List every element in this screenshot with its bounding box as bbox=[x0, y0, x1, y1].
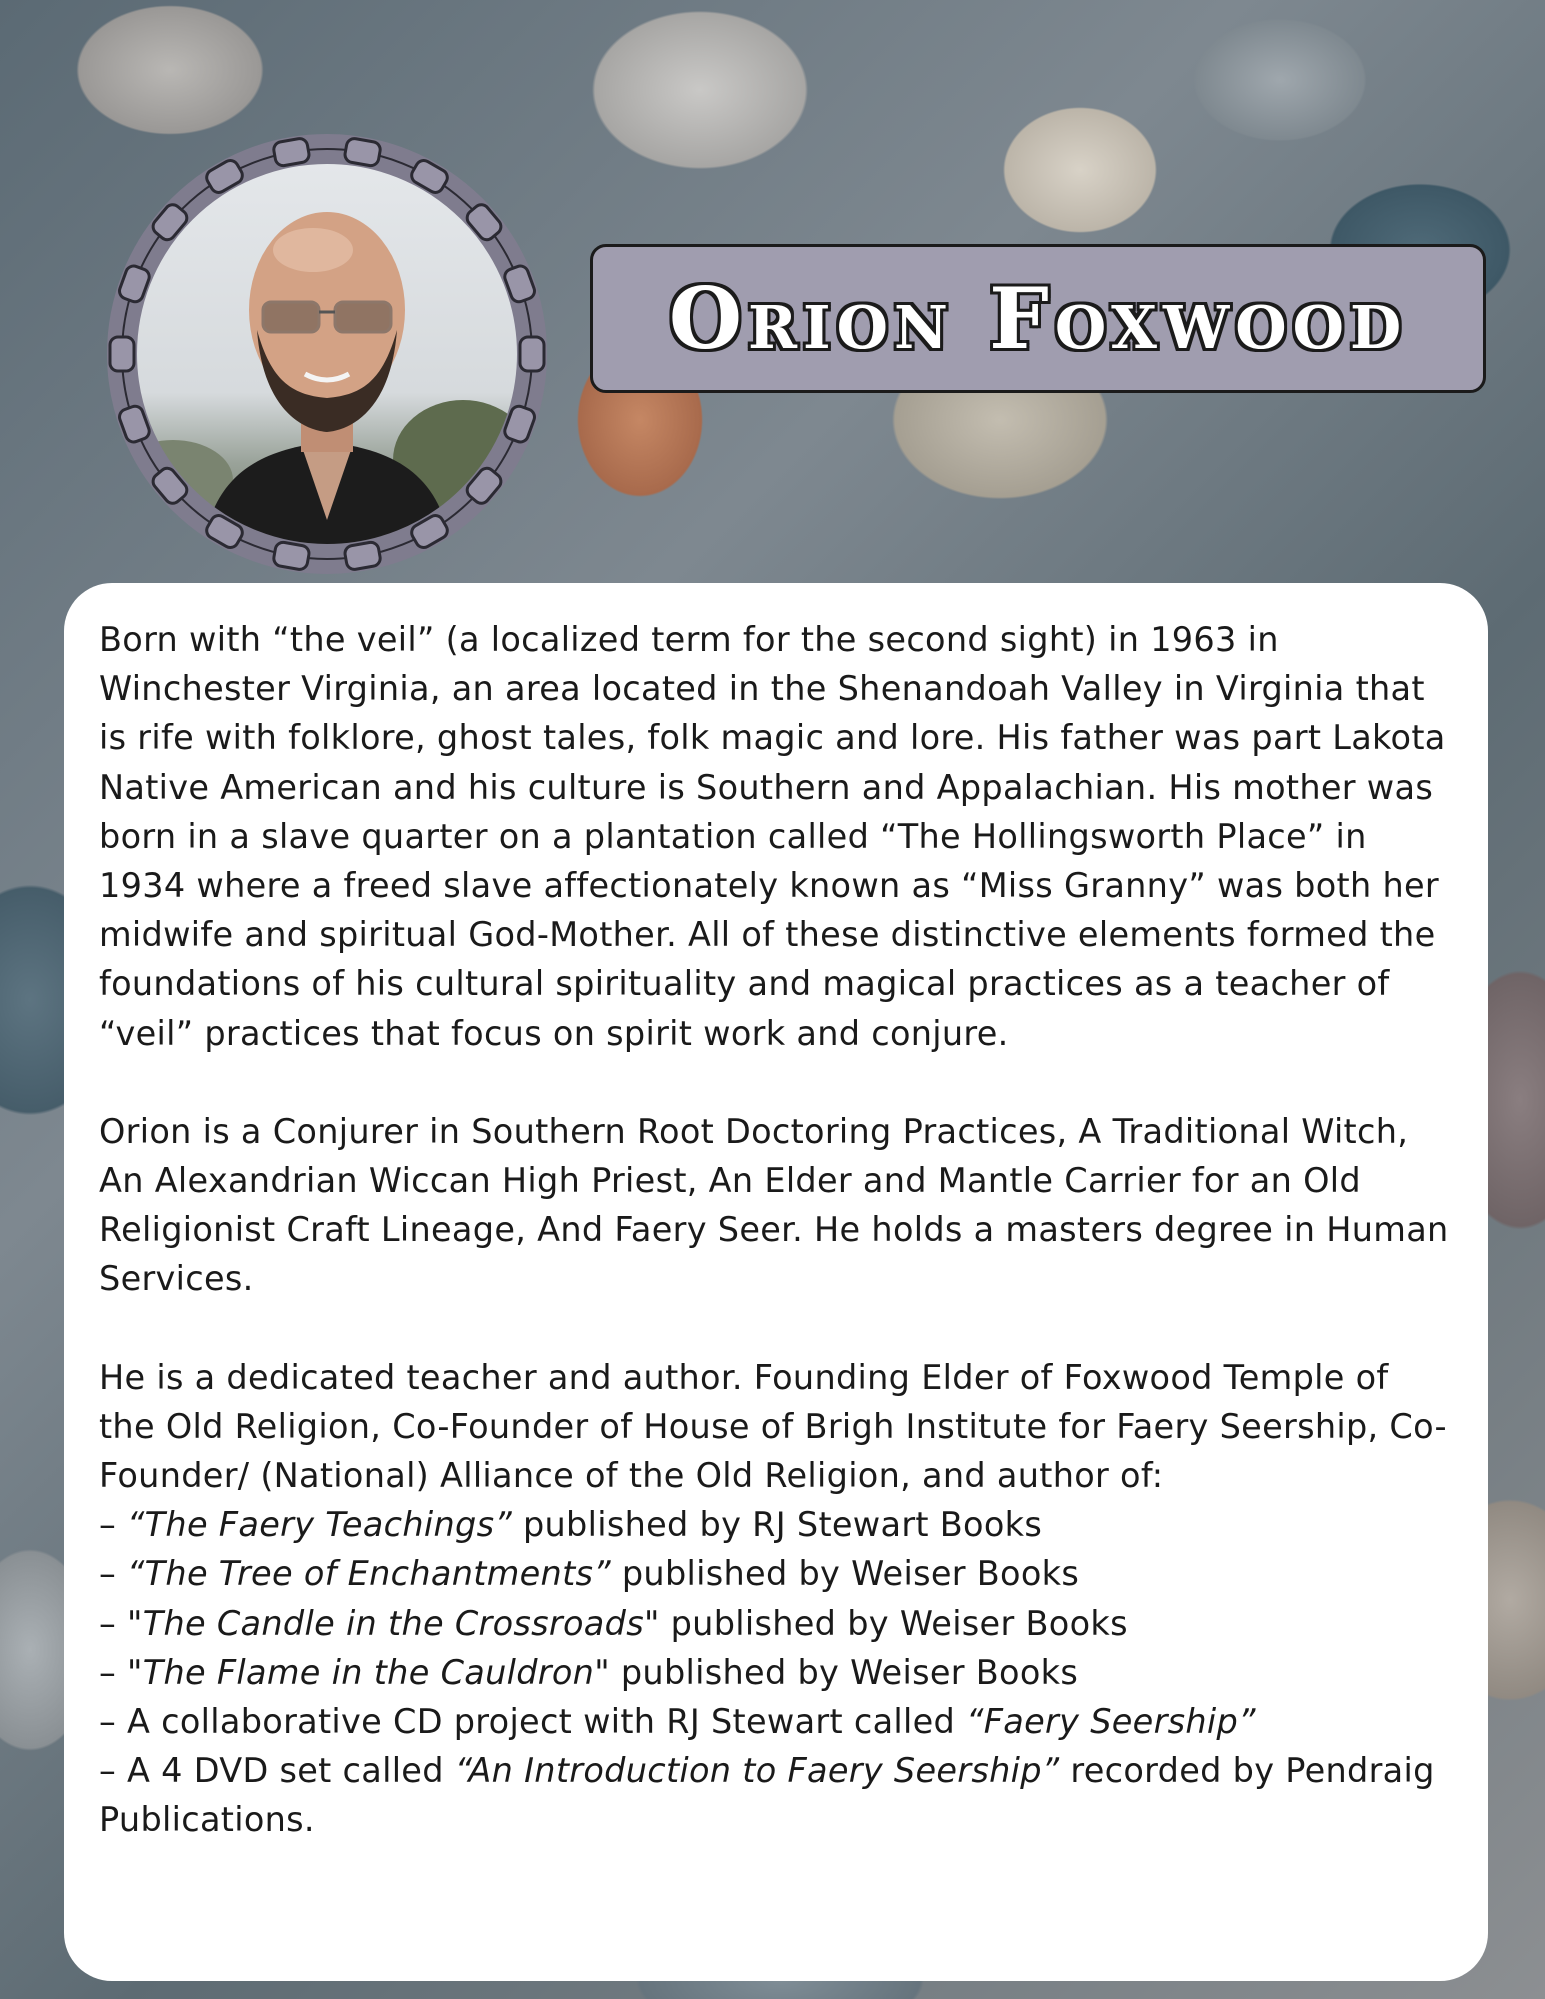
work-prefix: – bbox=[99, 1505, 127, 1545]
work-item bbox=[99, 1549, 1454, 1598]
ring-stone bbox=[503, 264, 537, 304]
work-suffix: published by Weiser Books bbox=[610, 1554, 1080, 1594]
work-item bbox=[99, 1500, 1454, 1549]
work-title: “Faery Seership” bbox=[966, 1702, 1256, 1742]
work-suffix: published by Weiser Books bbox=[659, 1603, 1128, 1643]
work-prefix: – bbox=[99, 1603, 127, 1643]
ring-stone bbox=[344, 137, 382, 167]
ring-stone bbox=[273, 137, 311, 167]
work-title: "The Candle in the Crossroads" bbox=[127, 1603, 660, 1643]
work-suffix: recorded by Pendraig Publications. bbox=[99, 1751, 1435, 1840]
ring-stone bbox=[273, 541, 311, 571]
work-prefix: – bbox=[99, 1652, 127, 1692]
work-item bbox=[99, 1697, 1454, 1746]
ring-stone bbox=[110, 337, 134, 371]
work-item bbox=[99, 1648, 1454, 1697]
work-title: “An Introduction to Faery Seership” bbox=[454, 1751, 1060, 1791]
works-list bbox=[99, 1500, 1454, 1844]
portrait-frame bbox=[80, 107, 574, 601]
work-prefix: – bbox=[99, 1554, 127, 1594]
work-item bbox=[99, 1746, 1454, 1844]
person-name: Orion Foxwood bbox=[668, 269, 1408, 368]
work-suffix: published by RJ Stewart Books bbox=[512, 1505, 1043, 1545]
ring-stone bbox=[117, 404, 151, 444]
work-suffix: published by Weiser Books bbox=[609, 1652, 1079, 1692]
bio-paragraph-teaching: He is a dedicated teacher and author. Founding Elder of Foxwood Temple of the Old Religion, Co-Founder of House of Brigh Institute for Faery Seership, Co-Founder/ (National) Alliance of the Old Religion, and author of: bbox=[99, 1357, 1447, 1496]
ring-stone bbox=[344, 541, 382, 571]
stone-ring-icon bbox=[80, 107, 574, 601]
bio-paragraph-origins: Born with “the veil” (a localized term for the second sight) in 1963 in Winchester Virginia, an area located in the Shenandoah Valley in Virginia that is rife with folklore, ghost tales, folk magic and lore. His father was part Lakota Native American and his culture is Southern and Appalachian. His mother was born in a slave quarter on a plantation called “The Hollingsworth Place” in 1934 where a freed slave affectionately known as “Miss Granny” was both her midwife and spiritual God-Mother. All of these distinctive elements formed the foundations of his cultural spirituality and magical practices as a teacher of “veil” practices that focus on spirit work and conjure. bbox=[99, 620, 1446, 1053]
ring-stone bbox=[503, 404, 537, 444]
name-banner bbox=[590, 244, 1486, 393]
work-item bbox=[99, 1599, 1454, 1648]
work-title: “The Faery Teachings” bbox=[127, 1505, 512, 1545]
bio-card bbox=[64, 583, 1488, 1981]
work-title: "The Flame in the Cauldron" bbox=[127, 1652, 610, 1692]
work-prefix: – A 4 DVD set called bbox=[99, 1751, 455, 1791]
ring-stone bbox=[520, 337, 544, 371]
bio-paragraph-titles: Orion is a Conjurer in Southern Root Doctoring Practices, A Traditional Witch, An Alexandrian Wiccan High Priest, An Elder and Mantle Carrier for an Old Religionist Craft Lineage, And Faery Seer. He holds a masters degree in Human Services. bbox=[99, 1111, 1449, 1299]
work-prefix: – A collaborative CD project with RJ Stewart called bbox=[99, 1702, 967, 1742]
ring-stone bbox=[117, 264, 151, 304]
work-title: “The Tree of Enchantments” bbox=[127, 1554, 611, 1594]
